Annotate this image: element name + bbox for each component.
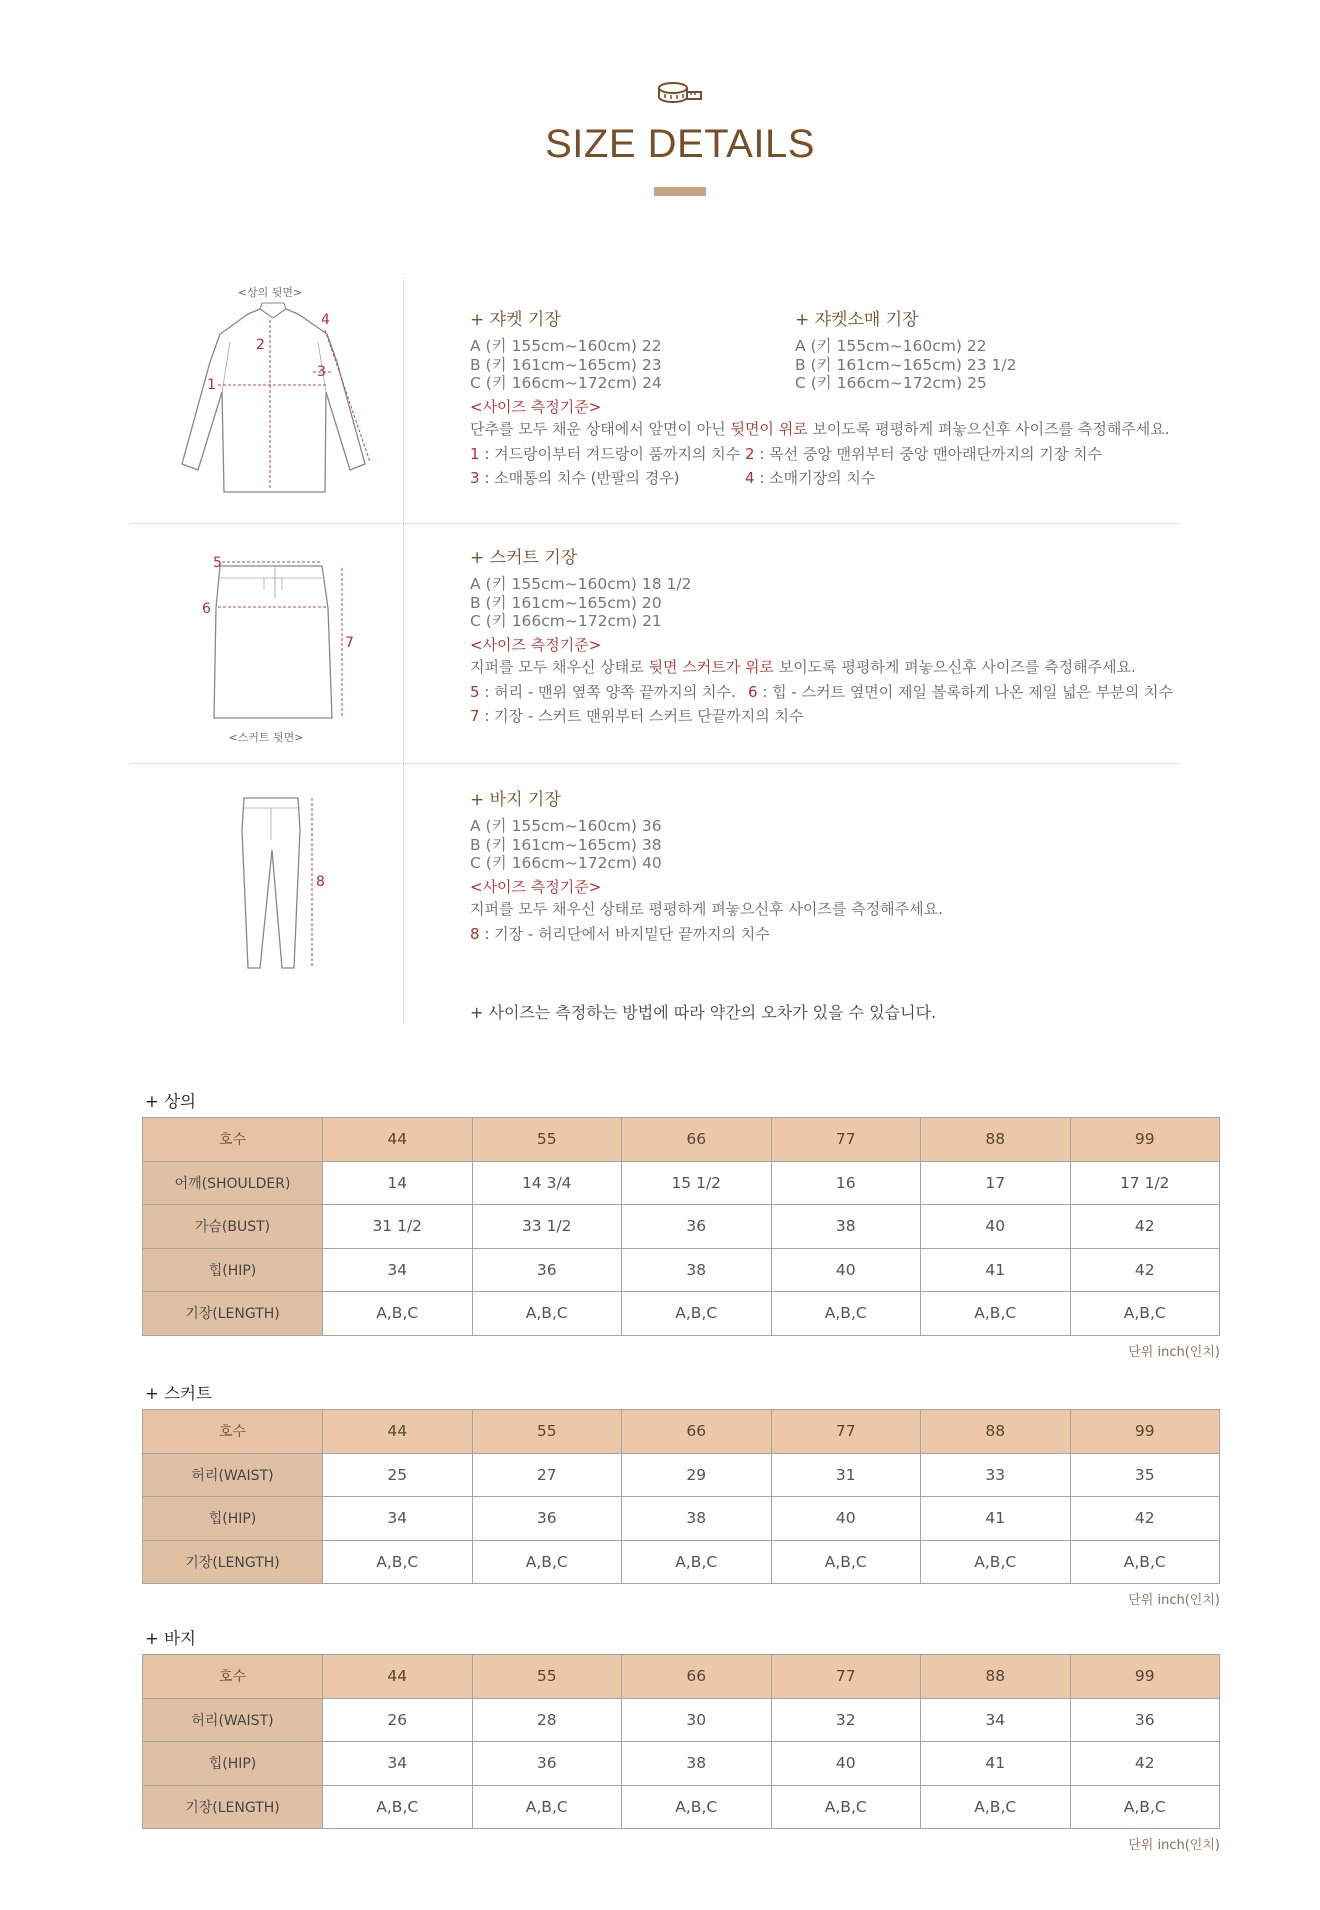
pants-size-b: B (키 161cm~165cm) 38: [470, 835, 662, 854]
jacket-sleeve-size-b: B (키 161cm~165cm) 23 1/2: [795, 355, 1017, 374]
top-size-table: [142, 1117, 1220, 1336]
pants-points-row: [470, 925, 1230, 944]
skirt-criteria-title: <사이즈 측정기준>: [470, 635, 602, 654]
svg-text:2: 2: [256, 337, 265, 353]
table-header-row: 호수 44 55 66 77 88 99: [143, 1655, 1220, 1699]
pants-criteria-desc: 지퍼를 모두 채우신 상태로 평평하게 펴놓으신후 사이즈를 측정해주세요.: [470, 900, 943, 918]
pants-detail-block: [470, 790, 1230, 943]
jacket-sleeve-size-a: A (키 155cm~160cm) 22: [795, 337, 987, 355]
skirt-size-a: A (키 155cm~160cm) 18 1/2: [470, 575, 692, 593]
jacket-length-size-b: B (키 161cm~165cm) 23: [470, 355, 662, 374]
jacket-length-size-c: C (키 166cm~172cm) 24: [470, 374, 662, 392]
jacket-sleeve-size-c: C (키 166cm~172cm) 25: [795, 374, 987, 392]
jacket-view-label: <상의 뒷면>: [237, 286, 303, 299]
measure-point-1: 1 : 겨드랑이부터 겨드랑이 품까지의 치수: [470, 444, 741, 463]
table-row: 기장(LENGTH) A,B,C A,B,C A,B,C A,B,C A,B,C A,B,C: [143, 1540, 1220, 1584]
measurement-note: + 사이즈는 측정하는 방법에 따라 약간의 오차가 있을 수 있습니다.: [470, 1003, 937, 1022]
table-row: 허리(WAIST) 26 28 30 32 34 36: [143, 1698, 1220, 1742]
title-underline: [654, 187, 706, 196]
pants-size-c: C (키 166cm~172cm) 40: [470, 854, 662, 872]
section-divider-vertical: [403, 278, 404, 1023]
pants-table-unit: 단위 inch(인치): [1128, 1838, 1220, 1853]
measure-point-6: 6 : 힙 - 스커트 옆면이 제일 볼록하게 나온 제일 넓은 부분의 치수: [748, 682, 1173, 701]
skirt-criteria-desc: 지퍼를 모두 채우신 상태로 뒷면 스커트가 위로 보이도록 평평하게 펴놓으신후 사이즈를 측정해주세요.: [470, 658, 1136, 676]
jacket-criteria-title: <사이즈 측정기준>: [470, 397, 602, 416]
table-header-row: 호수 44 55 66 77 88 99: [143, 1118, 1220, 1162]
svg-text:7: 7: [345, 635, 354, 651]
table-row: 힙(HIP) 34 36 38 40 41 42: [143, 1497, 1220, 1541]
table-row: 가슴(BUST) 31 1/2 33 1/2 36 38 40 42: [143, 1205, 1220, 1249]
top-table-title: + 상의: [145, 1092, 196, 1111]
skirt-points-row: [470, 707, 1230, 726]
svg-text:1: 1: [207, 377, 216, 393]
skirt-back-illustration: [200, 548, 370, 753]
measure-point-7: 7 : 기장 - 스커트 맨위부터 스커트 단끝까지의 치수: [470, 707, 804, 725]
jacket-length-title: + 쟈켓 기장: [470, 310, 561, 330]
skirt-view-label: <스커트 뒷면>: [228, 731, 304, 744]
page-title: SIZE DETAILS: [545, 122, 815, 166]
top-table-unit: 단위 inch(인치): [1128, 1345, 1220, 1360]
skirt-length-title: + 스커트 기장: [470, 548, 578, 568]
measure-point-5: 5 : 허리 - 맨위 옆쪽 양쪽 끝까지의 치수.: [470, 682, 736, 701]
skirt-size-c: C (키 166cm~172cm) 21: [470, 612, 662, 630]
measuring-tape-icon: [656, 80, 704, 106]
svg-text:8: 8: [316, 874, 325, 890]
pants-size-a: A (키 155cm~160cm) 36: [470, 817, 662, 835]
jacket-detail-block: [470, 310, 1230, 488]
pants-illustration: [228, 790, 338, 980]
pants-criteria-title: <사이즈 측정기준>: [470, 877, 602, 896]
table-row: 기장(LENGTH) A,B,C A,B,C A,B,C A,B,C A,B,C A,B,C: [143, 1785, 1220, 1829]
svg-text:4: 4: [321, 312, 330, 328]
pants-length-title: + 바지 기장: [470, 790, 561, 810]
jacket-points-row: [470, 445, 1230, 464]
table-row: 기장(LENGTH) A,B,C A,B,C A,B,C A,B,C A,B,C A,B,C: [143, 1292, 1220, 1336]
measure-point-4: 4 : 소매기장의 치수: [745, 469, 876, 487]
jacket-criteria-desc: 단추를 모두 채운 상태에서 앞면이 아닌 뒷면이 위로 보이도록 평평하게 펴놓으신후 사이즈를 측정해주세요.: [470, 420, 1170, 438]
svg-text:3: 3: [317, 364, 326, 380]
table-row: 어깨(SHOULDER) 14 14 3/4 15 1/2 16 17 17 1/2: [143, 1161, 1220, 1205]
table-row: 허리(WAIST) 25 27 29 31 33 35: [143, 1453, 1220, 1497]
jacket-back-illustration: [160, 282, 385, 507]
skirt-size-b: B (키 161cm~165cm) 20: [470, 593, 662, 612]
measure-point-3: 3 : 소매통의 치수 (반팔의 경우): [470, 469, 680, 487]
table-header-row: 호수 44 55 66 77 88 99: [143, 1410, 1220, 1454]
skirt-size-table: [142, 1409, 1220, 1584]
table-row: 힙(HIP) 34 36 38 40 41 42: [143, 1248, 1220, 1292]
section-divider: [130, 763, 1180, 764]
skirt-points-row: [470, 683, 1230, 702]
skirt-table-title: + 스커트: [145, 1384, 212, 1403]
pants-table-title: + 바지: [145, 1629, 196, 1648]
measure-point-8: 8 : 기장 - 허리단에서 바지밑단 끝까지의 치수: [470, 924, 770, 943]
table-row: 힙(HIP) 34 36 38 40 41 42: [143, 1742, 1220, 1786]
svg-text:6: 6: [202, 601, 211, 617]
skirt-detail-block: [470, 548, 1230, 726]
jacket-sleeve-title: + 쟈켓소매 기장: [795, 310, 919, 330]
section-divider: [130, 523, 1180, 524]
jacket-length-size-a: A (키 155cm~160cm) 22: [470, 337, 662, 355]
skirt-table-unit: 단위 inch(인치): [1128, 1593, 1220, 1608]
pants-size-table: [142, 1654, 1220, 1829]
svg-text:5: 5: [213, 555, 222, 571]
measure-point-2: 2 : 목선 중앙 맨위부터 중앙 맨아래단까지의 기장 치수: [745, 444, 1103, 463]
jacket-points-row: [470, 469, 1230, 488]
